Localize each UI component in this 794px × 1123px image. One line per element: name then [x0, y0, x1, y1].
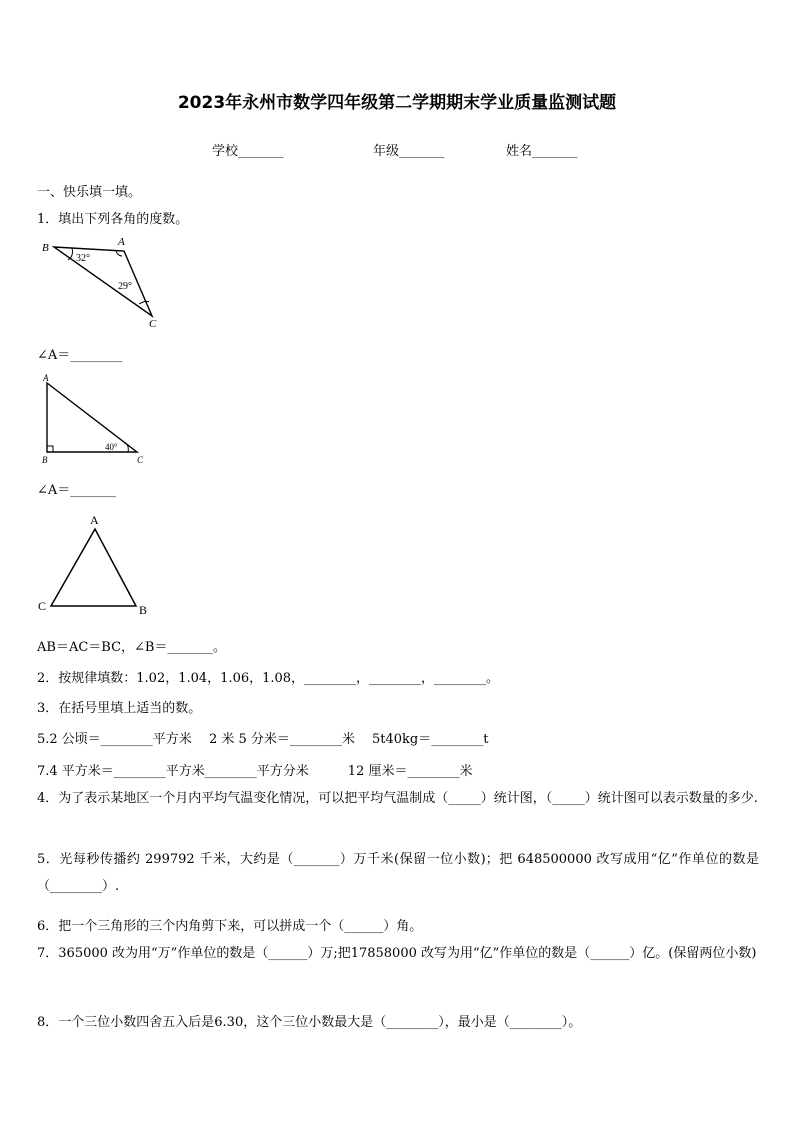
answer-3: AB＝AC＝BC，∠B＝_______。: [37, 640, 226, 655]
angle-label-c: 40°: [105, 442, 118, 452]
page-title: 2023年永州市数学四年级第二学期期末学业质量监测试题: [177, 93, 617, 113]
vertex-label-c: C: [38, 599, 47, 613]
vertex-label-a: A: [90, 513, 99, 527]
angle-label-b: 32°: [76, 253, 90, 264]
vertex-label-b: B: [42, 242, 49, 254]
question-1: 1．填出下列各角的度数。: [37, 212, 189, 227]
angle-label-c: 29°: [118, 281, 132, 292]
question-7: 7．365000 改为用“万”作单位的数是（______）万;把17858000 改写为用“亿”作单位的数是（______）亿。(保留两位小数): [37, 946, 757, 961]
triangle-figure-3: [36, 510, 156, 618]
question-3: 3．在括号里填上适当的数。: [37, 701, 202, 716]
question-8: 8．一个三位小数四舍五入后是6.30，这个三位小数最大是（________），最小是（________）。: [37, 1015, 582, 1030]
answer-2: ∠A＝_______: [37, 483, 116, 498]
answer-1: ∠A＝________: [37, 348, 123, 363]
question-3-row-2: 7.4 平方米＝________平方米________平方分米 12 厘米＝________米: [37, 764, 473, 779]
vertex-label-c: C: [149, 318, 157, 330]
vertex-label-c: C: [137, 455, 144, 465]
vertex-label-a: A: [118, 236, 125, 248]
question-6: 6．把一个三角形的三个内角剪下来，可以拼成一个（______）角。: [37, 919, 423, 934]
vertex-label-a: A: [43, 373, 49, 383]
question-4: 4．为了表示某地区一个月内平均气温变化情况，可以把平均气温制成（_____）统计图，（_____）统计图可以表示数量的多少.: [37, 791, 758, 806]
section-heading: 一、快乐填一填。: [37, 185, 142, 200]
question-3-row-1: 5.2 公顷＝________平方米 2 米 5 分米＝________米 5t40kg＝________t: [37, 732, 489, 747]
school-field: 学校_______: [212, 144, 284, 159]
question-5: 5．光每秒传播约 299792 千米，大约是（_______）万千米(保留一位小数)；把 648500000 改写成用“亿”作单位的数是（________）.: [37, 852, 759, 894]
triangle-figure-1: [36, 234, 166, 330]
grade-field: 年级_______: [373, 144, 445, 159]
name-field: 姓名_______: [506, 144, 578, 159]
vertex-label-b: B: [139, 603, 148, 617]
triangle-figure-2: [36, 372, 156, 466]
question-2: 2．按规律填数：1.02，1.04，1.06，1.08，________，________，________。: [37, 671, 500, 686]
vertex-label-b: B: [42, 455, 48, 465]
